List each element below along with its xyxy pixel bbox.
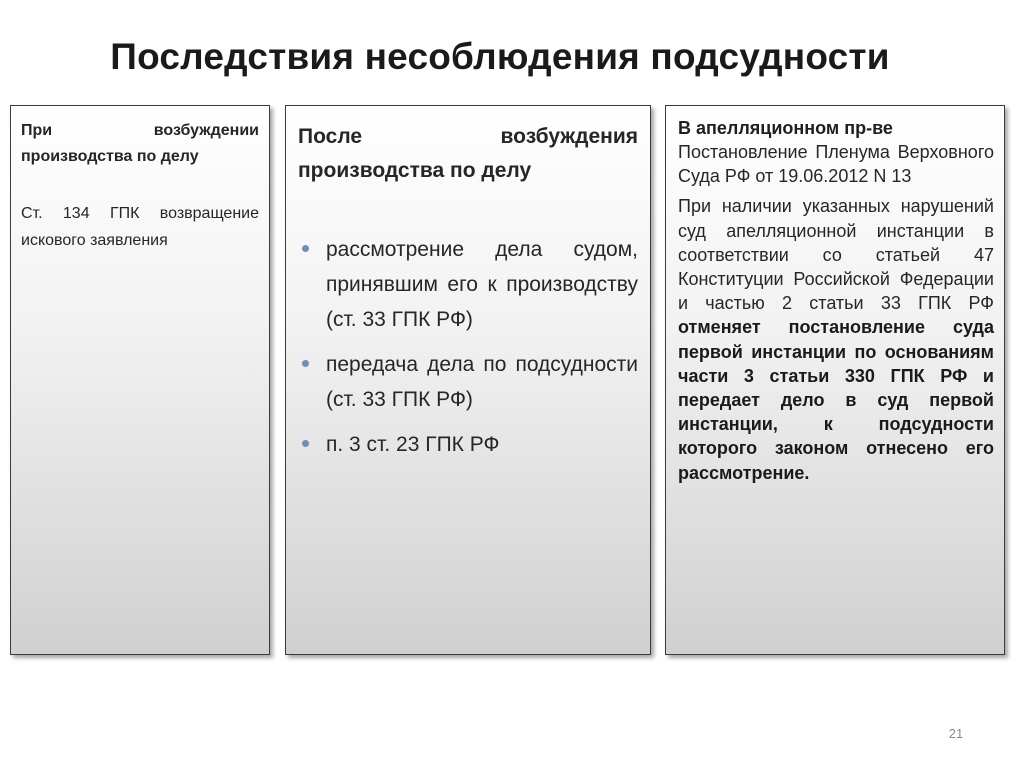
list-item <box>298 347 638 417</box>
column-heading: При возбуждении производства по делу <box>21 122 259 165</box>
column-heading: После возбуждения производства по делу <box>298 125 638 182</box>
column-body: Ст. 134 ГПК возвращение искового заявления <box>21 205 259 249</box>
bullet-dot-icon <box>302 360 309 367</box>
bullet-dot-icon <box>302 245 309 252</box>
list-item <box>298 427 638 462</box>
column-before-proceedings <box>10 105 270 655</box>
plenum-resolution-reference: Постановление Пленума Верховного Суда РФ от 19.06.2012 N 13 <box>678 142 994 187</box>
consequences-list <box>298 232 638 462</box>
appeal-text-bold: отменяет постановление суда первой инстанции по основаниям части 3 статьи 330 ГПК РФ и передает дело в суд первой инстанции, к подсудности которого законом отнесено его рассмотрение. <box>678 317 994 483</box>
column-heading: В апелляционном пр-ве <box>678 118 893 138</box>
column-appeal <box>665 105 1005 655</box>
bullet-dot-icon <box>302 440 309 447</box>
appeal-consequence-text <box>678 194 994 484</box>
slide-title: Последствия несоблюдения подсудности <box>110 36 890 77</box>
page-number: 21 <box>948 726 964 741</box>
column-after-proceedings <box>285 105 651 655</box>
list-item-text: рассмотрение дела судом, принявшим его к производству (ст. 33 ГПК РФ) <box>326 238 638 331</box>
list-item-text: передача дела по подсудности (ст. 33 ГПК РФ) <box>326 353 638 411</box>
list-item <box>298 232 638 337</box>
appeal-text-plain: При наличии указанных нарушений суд апелляционной инстанции в соответствии со статьей 47 Конституции Российской Федерации и частью 2 статьи 33 ГПК РФ <box>678 196 994 314</box>
list-item-text: п. 3 ст. 23 ГПК РФ <box>326 433 500 456</box>
